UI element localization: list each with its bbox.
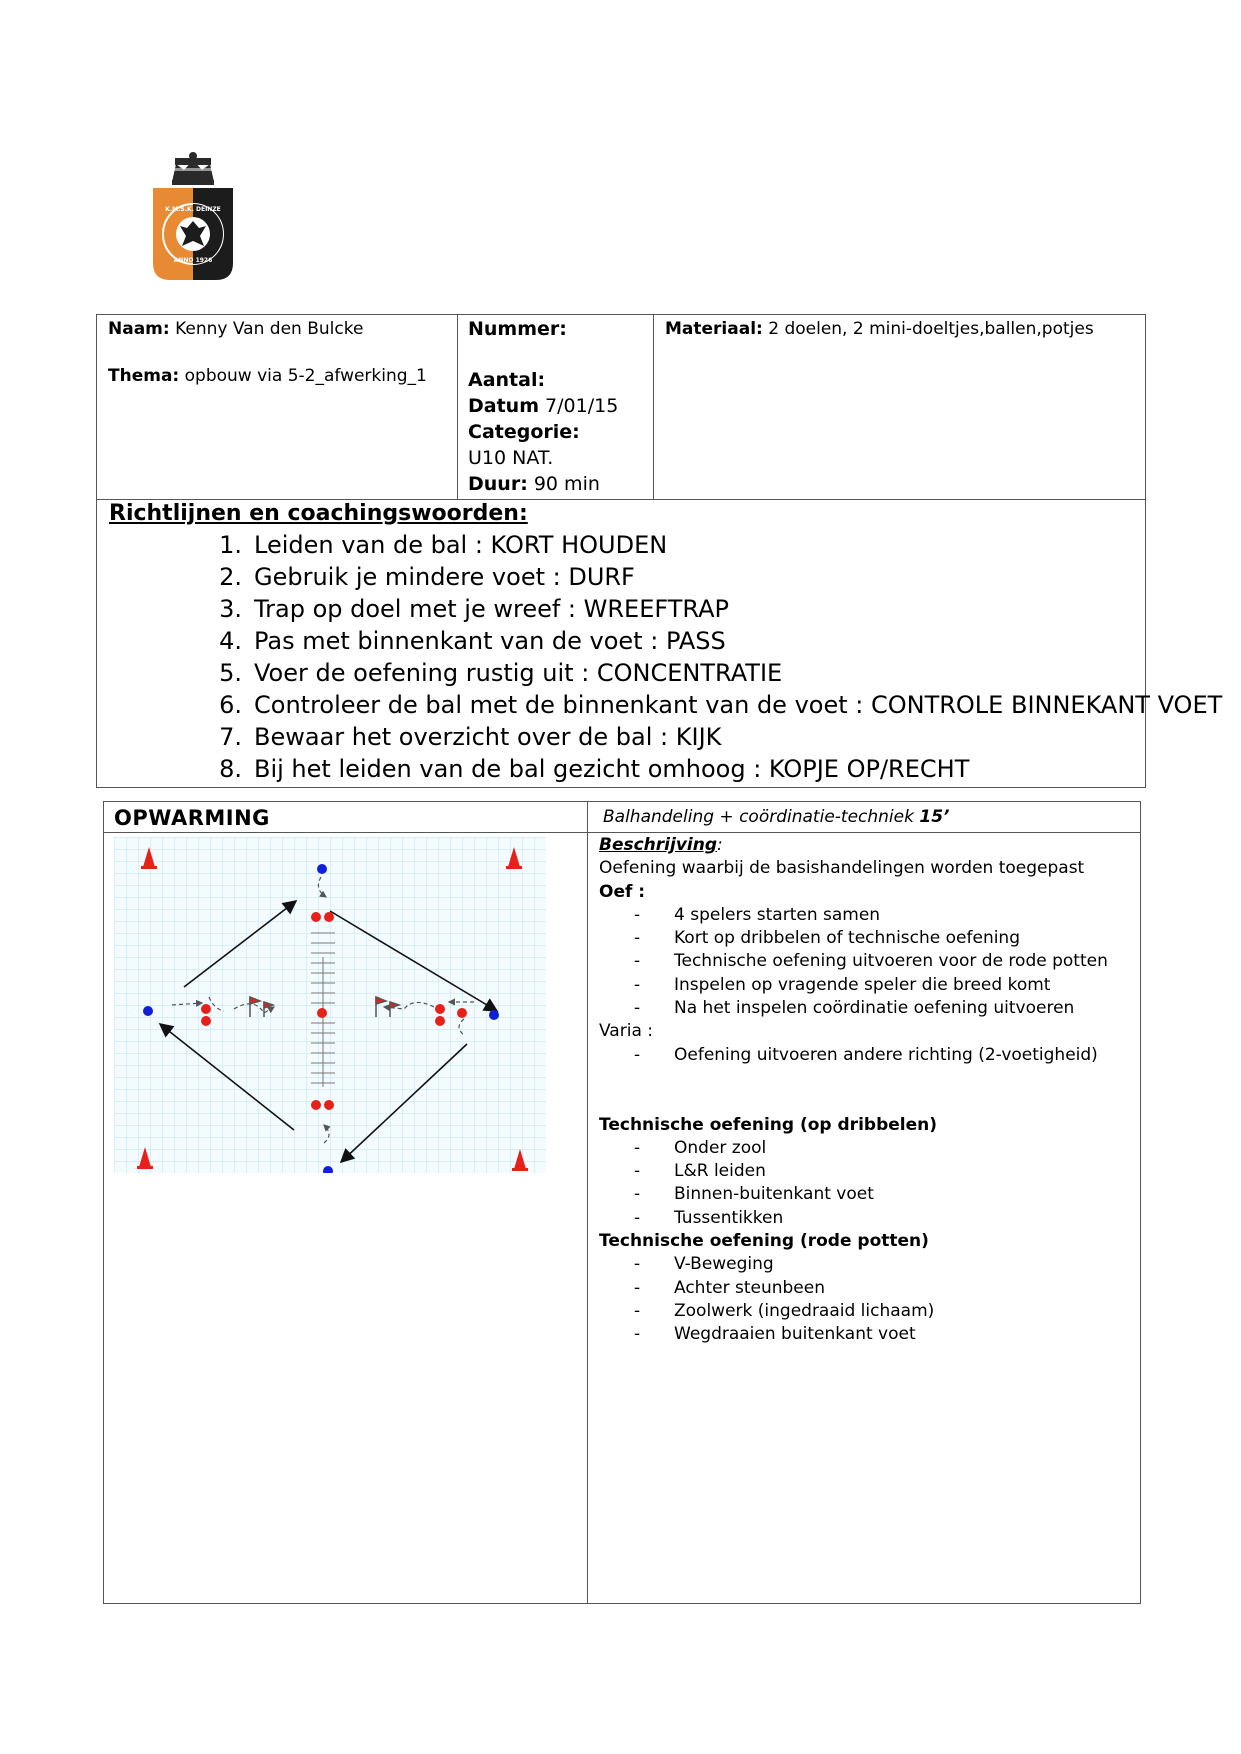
header-table [96,314,1146,500]
bullet-dash: - [634,1044,641,1065]
player-blue [143,1006,153,1016]
naam-label: Naam: [108,319,170,339]
datum-value: 7/01/15 [545,395,619,417]
guideline-item [97,625,1222,657]
tech2-item-text: V-Beweging [674,1254,774,1275]
guideline-item [97,689,1222,721]
guideline-number: 4. [219,627,242,655]
guideline-text: Pas met binnenkant van de voet : PASS [254,627,726,655]
club-logo [150,148,236,288]
tech1-item [599,1183,1139,1206]
aantal-row [468,367,545,393]
bullet-dash: - [634,1184,641,1205]
bullet-dash: - [634,1300,641,1321]
guideline-number: 5. [219,659,242,687]
guideline-text: Trap op doel met je wreef : WREEFTRAP [254,595,730,623]
naam-value: Kenny Van den Bulcke [175,319,364,339]
bullet-dash: - [634,974,641,995]
tech2-item [599,1277,1139,1300]
tech2-item [599,1323,1139,1346]
guideline-item [97,529,1222,561]
warmup-duration: 15’ [919,807,950,827]
categorie-value: U10 NAT. [468,447,554,469]
duur-label: Duur: [468,473,528,495]
categorie-value-row [468,445,553,471]
tech1-item [599,1137,1139,1160]
player-red [324,1100,334,1110]
guideline-number: 6. [219,691,242,719]
bullet-dash: - [634,998,641,1019]
guidelines-box [96,499,1223,788]
player-red [317,1008,327,1018]
bullet-dash: - [634,1254,641,1275]
player-red [201,1004,211,1014]
oef-row [599,881,1139,904]
player-red [311,912,321,922]
categorie-label: Categorie: [468,421,580,443]
player-red [311,1100,321,1110]
tech2-item-text: Achter steunbeen [674,1277,825,1298]
tech2-item [599,1300,1139,1323]
guideline-text: Bij het leiden van de bal gezicht omhoog : KOPJE OP/RECHT [254,755,970,783]
logo-text-bottom: ANNO 1926 [173,257,213,264]
guideline-number: 7. [219,723,242,751]
header-cell-details [458,315,654,499]
header-cell-name-theme [97,315,458,499]
tech2-label: Technische oefening (rode potten) [599,1231,929,1252]
guideline-item [97,561,1222,593]
oef-item [599,974,1139,997]
guideline-item [97,721,1222,753]
guideline-item [97,753,1222,785]
oef-item [599,927,1139,950]
tech1-item-text: Onder zool [674,1137,767,1158]
player-red [457,1008,467,1018]
thema-label: Thema: [108,366,180,386]
guideline-number: 3. [219,595,242,623]
bullet-dash: - [634,1324,641,1345]
oef-item-text: Inspelen op vragende speler die breed komt [674,974,1051,995]
guideline-text: Voer de oefening rustig uit : CONCENTRATIE [254,659,783,687]
tech2-row [599,1230,1139,1253]
varia-item-text: Oefening uitvoeren andere richting (2-voetigheid) [674,1044,1098,1065]
beschrijving-text: Oefening waarbij de basishandelingen worden toegepast [599,858,1085,879]
tech2-item-text: Zoolwerk (ingedraaid lichaam) [674,1300,935,1321]
player-blue [489,1010,499,1020]
bullet-dash: - [634,951,641,972]
materiaal-row [665,319,1094,339]
player-blue [317,864,327,874]
oef-item [599,904,1139,927]
oef-label: Oef : [599,881,646,902]
guideline-text: Controleer de bal met de binnenkant van de voet : CONTROLE BINNEKANT VOET [254,691,1223,719]
player-red [201,1016,211,1026]
player-red [435,1004,445,1014]
materiaal-value: 2 doelen, 2 mini-doeltjes,ballen,potjes [768,319,1094,339]
datum-label: Datum [468,395,539,417]
header-cell-material [654,315,1145,499]
tech1-item-text: Binnen-buitenkant voet [674,1184,874,1205]
oef-item-text: Na het inspelen coördinatie oefening uitvoeren [674,998,1075,1019]
warmup-subtitle-text: Balhandeling + coördinatie-techniek [603,807,914,827]
logo-text-top: K.M.S.K. DEINZE [165,206,221,213]
datum-row [468,393,618,419]
warmup-subtitle [603,806,950,828]
warmup-title: OPWARMING [114,806,270,830]
exercise-description [599,834,1139,1347]
varia-label: Varia : [599,1021,653,1042]
guideline-number: 1. [219,531,242,559]
exercise-diagram [114,837,546,1173]
guideline-number: 8. [219,755,242,783]
guideline-item [97,593,1222,625]
nummer-label: Nummer: [468,318,567,340]
bullet-dash: - [634,1137,641,1158]
nummer-row [468,316,567,342]
player-red [324,912,334,922]
bullet-dash: - [634,1161,641,1182]
guideline-text: Gebruik je mindere voet : DURF [254,563,635,591]
bullet-dash: - [634,1277,641,1298]
duur-row [468,471,600,497]
bullet-dash: - [634,1207,641,1228]
guidelines-title: Richtlijnen en coachingswoorden: [109,501,528,526]
player-red [435,1016,445,1026]
tech1-item [599,1207,1139,1230]
duur-value: 90 min [533,473,600,495]
varia-item [599,1044,1139,1067]
beschrijving-colon: : [717,835,723,855]
guideline-text: Leiden van de bal : KORT HOUDEN [254,531,668,559]
oef-item [599,997,1139,1020]
beschrijving-label: Beschrijving [599,835,718,855]
aantal-label: Aantal: [468,369,546,391]
tech1-label: Technische oefening (op dribbelen) [599,1114,937,1135]
guidelines-list [97,529,1222,785]
warmup-table [103,801,1141,1604]
tech1-item-text: Tussentikken [674,1207,784,1228]
oef-item-text: Technische oefening uitvoeren voor de rode potten [674,951,1108,972]
guideline-text: Bewaar het overzicht over de bal : KIJK [254,723,722,751]
tech1-item-text: L&R leiden [674,1161,766,1182]
guideline-number: 2. [219,563,242,591]
tech1-item [599,1160,1139,1183]
naam-row [108,319,363,339]
guideline-item [97,657,1222,689]
oef-item-text: Kort op dribbelen of technische oefening [674,928,1021,949]
thema-row [108,366,427,386]
bullet-dash: - [634,928,641,949]
thema-value: opbouw via 5-2_afwerking_1 [184,366,427,386]
bullet-dash: - [634,904,641,925]
oef-item [599,950,1139,973]
materiaal-label: Materiaal: [665,319,763,339]
tech2-item-text: Wegdraaien buitenkant voet [674,1324,916,1345]
tech1-row [599,1114,1139,1137]
crown-icon [172,152,214,185]
tech2-item [599,1253,1139,1276]
oef-item-text: 4 spelers starten samen [674,904,881,925]
beschrijving-row [599,834,1139,857]
categorie-row [468,419,580,445]
